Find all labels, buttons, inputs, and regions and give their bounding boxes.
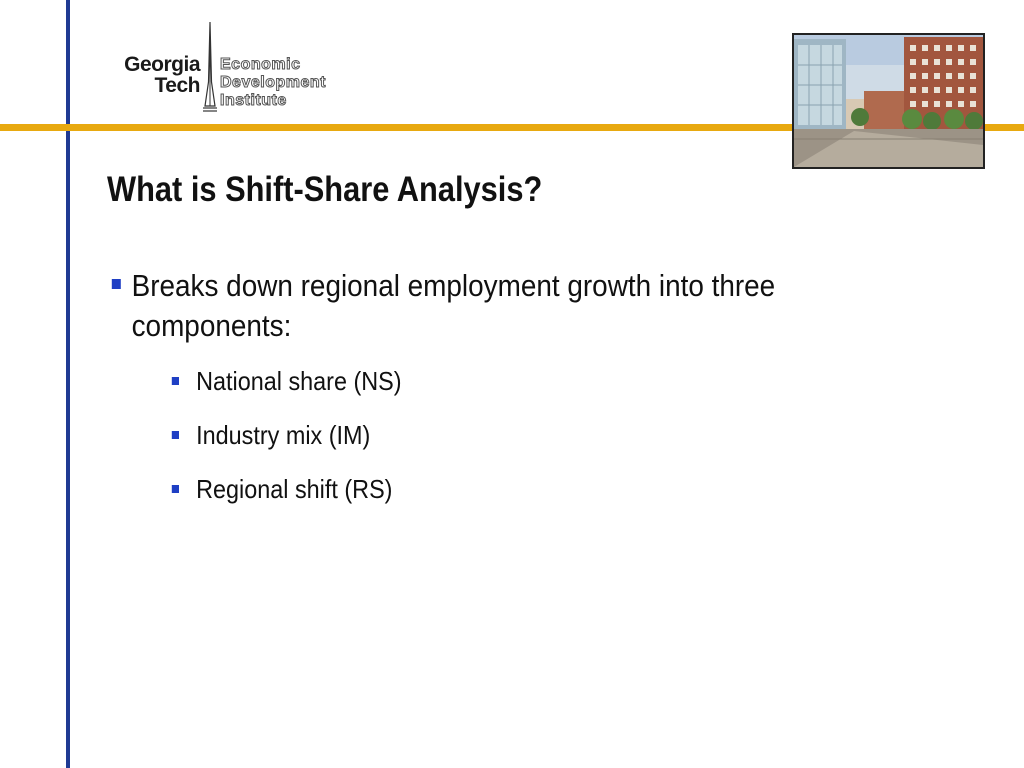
logo-georgia-text: Georgia: [124, 53, 200, 76]
square-bullet-icon: [172, 485, 179, 493]
sub-bullet-national-share: [170, 364, 782, 398]
georgia-tech-edi-logo: [84, 22, 384, 114]
logo-institute-text: Institute: [220, 92, 287, 109]
left-vertical-rule: [66, 0, 70, 768]
main-bullet-text: Breaks down regional employment growth into three components:: [131, 268, 776, 343]
logo-economic-text: Economic: [220, 56, 301, 73]
logo-development-text: Development: [220, 74, 326, 91]
slide-title: What is Shift-Share Analysis?: [107, 170, 543, 209]
tech-tower-spire-icon: [200, 22, 220, 112]
square-bullet-icon: [172, 431, 179, 439]
sub-bullet-regional-shift: [170, 472, 782, 506]
sub-bullet-list: [110, 364, 850, 506]
bullet-list: [110, 266, 850, 526]
sub-bullet-text: National share (NS): [196, 366, 402, 396]
main-bullet: [110, 266, 834, 346]
building-photo-illustration: [794, 35, 983, 167]
building-photo: [792, 33, 985, 169]
sub-bullet-text: Regional shift (RS): [196, 474, 393, 504]
square-bullet-icon: [112, 279, 121, 289]
sub-bullet-industry-mix: [170, 418, 782, 452]
logo-tech-text: Tech: [154, 74, 200, 97]
square-bullet-icon: [172, 377, 179, 385]
sub-bullet-text: Industry mix (IM): [196, 420, 371, 450]
